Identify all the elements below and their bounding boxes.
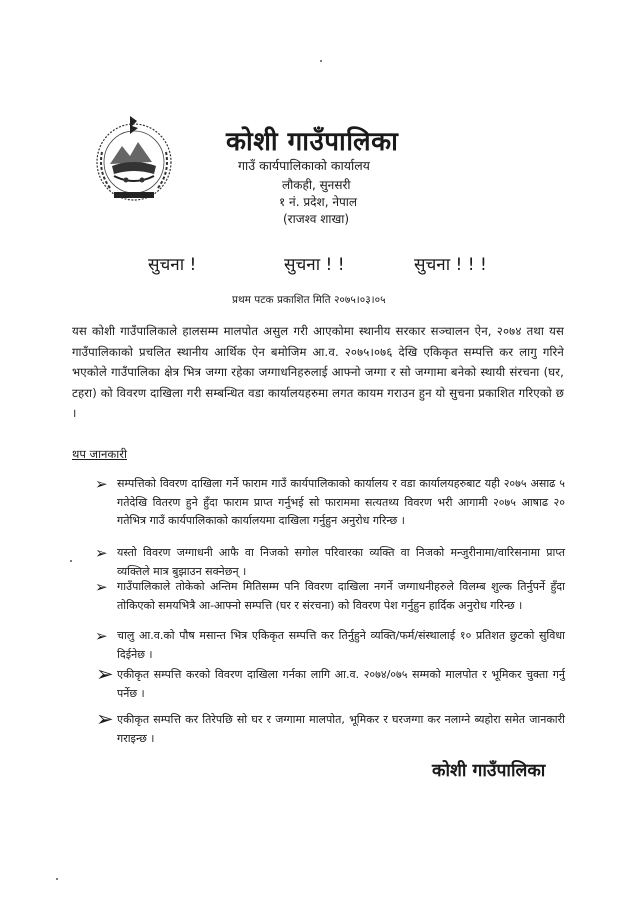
intro-paragraph: यस कोशी गाउँपालिकाले हालसम्म मालपोत असुल गरी आएकोमा स्थानीय सरकार सञ्चालन ऐन, २०७४ तथा यस गाउँपालिकाको प्रचलित स्थानीय आर्थिक ऐन बमोजिम आ.व. २०७५।०७६ देखि एकिकृत सम्पत्ति कर लागु गरिने भएकोले गाउँपालिका क्षेत्र भित्र जग्गा रहेका जग्गाधनिहरुलाई आफ्नो जग्गा र सो जग्गामा बनेको स्थायी संरचना (घर, टहरा) को विवरण दाखिला गरी सम्बन्धित वडा कार्यालयहरुमा लगत कायम गराउन हुन यो सुचना प्रकाशित गरिएको छ । — [72, 324, 564, 420]
list-item: चालु आ.व.को पौष मसान्त भित्र एकिकृत सम्पत्ति कर तिर्नुहुने व्यक्ति/फर्म/संस्थालाई १० प्रतिशत छुटको सुविधा दिईनेछ । — [117, 629, 565, 661]
signoff: कोशी गाउँपालिका — [432, 761, 546, 781]
address-line-2: १ नं. प्रदेश, नेपाल — [279, 195, 358, 209]
bullet-arrow-icon: ➢ — [96, 662, 114, 686]
list-item: सम्पत्तिको विवरण दाखिला गर्ने फाराम गाउँ कार्यपालिकाको कार्यालय र वडा कार्यालयहरुबाट यही २०७५ असाढ ५ गतेदेखि वितरण हुने हुँदा फाराम प्राप्त गर्नुभई सो फाराममा सत्यतथ्य विवरण भरी आगामी २०७५ आषाढ २० गतेभित्र गाउँ कार्यपालिकाको कार्यालयमा दाखिला गर्नुहुन अनुरोध गरिन्छ । — [117, 477, 565, 527]
org-title: कोशी गाउँपालिका — [226, 127, 399, 157]
section-title: थप जानकारी — [72, 447, 127, 461]
nepal-emblem-icon — [92, 112, 176, 204]
notice-word-1: सुचना ! — [148, 255, 197, 275]
bullet-arrow-icon: ➢ — [95, 544, 108, 562]
list-item: गाउँपालिकाले तोकेको अन्तिम मितिसम्म पनि विवरण दाखिला नगर्ने जग्गाधनीहरुले विलम्ब शुल्क तिर्नुपर्ने हुँदा तोकिएको समयभित्रै आ-आफ्नो सम्पत्ति (घर र संरचना) को विवरण पेश गर्नुहुन हार्दिक अनुरोध गरिन्छ । — [117, 580, 565, 612]
address-line-1: लौकही, सुनसरी — [282, 178, 351, 192]
notice-word-2: सुचना ! ! — [284, 255, 345, 275]
bullet-arrow-icon: ➢ — [95, 578, 108, 596]
bullet-arrow-icon: ➢ — [95, 475, 108, 493]
publish-date: प्रथम पटक प्रकाशित मिति २०७५।०३।०५ — [232, 294, 386, 306]
notice-word-3: सुचना ! ! ! — [414, 255, 487, 275]
bullet-arrow-icon: ➢ — [96, 707, 114, 731]
office-name: गाउँ कार्यपालिकाको कार्यालय — [238, 158, 370, 173]
list-item: यस्तो विवरण जग्गाधनी आफै वा निजको सगोल परिवारका व्यक्ति वा निजको मन्जुरीनामा/वारिसनामा प्राप्त व्यक्तिले मात्र बुझाउन सक्नेछन् । — [117, 546, 565, 578]
branch-name: (राजश्व शाखा) — [283, 212, 350, 226]
list-item: एकीकृत सम्पत्ति कर तिरेपछि सो घर र जग्गामा मालपोत, भूमिकर र घरजग्गा कर नलाग्ने ब्यहोरा समेत जानकारी गराइन्छ । — [117, 713, 565, 745]
list-item: एकीकृत सम्पत्ति करको विवरण दाखिला गर्नका लागि आ.व. २०७४/०७५ सम्मको मालपोत र भूमिकर चुक्ता गर्नु पर्नेछ । — [117, 668, 565, 700]
bullet-arrow-icon: ➢ — [95, 627, 108, 645]
